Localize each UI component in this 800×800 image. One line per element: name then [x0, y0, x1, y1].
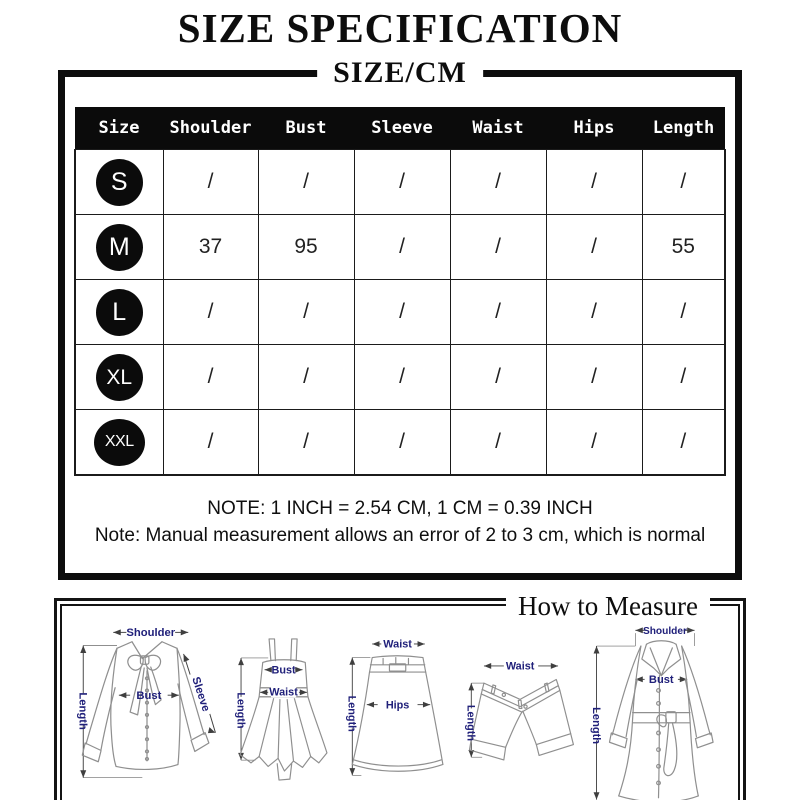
how-to-measure-title: How to Measure — [506, 589, 710, 623]
shorts-length-label: Length — [464, 704, 477, 741]
size-badge: L — [96, 289, 143, 336]
column-header-bust: Bust — [258, 107, 354, 150]
column-header-size: Size — [75, 107, 163, 150]
size-spec-box — [58, 56, 742, 580]
blouse-shoulder-label: Shoulder — [126, 627, 176, 640]
measurement-cell: 37 — [163, 215, 258, 280]
table-row — [75, 215, 725, 280]
garment-blouse-figure — [72, 620, 222, 791]
skirt-waist-label: Waist — [383, 638, 412, 651]
measurement-cell: / — [642, 410, 725, 476]
table-header-row — [75, 107, 725, 150]
blouse-bust-label: Bust — [136, 689, 162, 702]
measurement-cell: / — [163, 280, 258, 345]
blouse-length-label: Length — [76, 692, 89, 730]
how-to-measure-section — [60, 591, 740, 800]
page-title: SIZE SPECIFICATION — [177, 5, 623, 51]
garment-skirt-figure — [345, 634, 452, 788]
measurement-cell: / — [450, 345, 546, 410]
measurement-cell: / — [450, 215, 546, 280]
dress-outline — [240, 639, 327, 780]
measurement-cell: / — [354, 410, 450, 476]
table-row — [75, 150, 725, 215]
size-badge: XXL — [94, 419, 145, 466]
shorts-measure-lines — [468, 660, 558, 757]
table-row — [75, 280, 725, 345]
measurement-cell: / — [546, 215, 642, 280]
measurement-cell: / — [258, 150, 354, 215]
coat-shoulder-label: Shoulder — [642, 626, 687, 638]
measurement-cell: / — [258, 345, 354, 410]
unit-label: SIZE/CM — [317, 53, 483, 93]
dress-waist-label: Waist — [268, 686, 298, 699]
measurement-cell: / — [546, 410, 642, 476]
table-row — [75, 345, 725, 410]
shorts-outline — [469, 679, 573, 759]
blouse-sleeve-label: Sleeve — [189, 675, 212, 714]
blouse-outline — [82, 642, 212, 770]
measurement-cell: 55 — [642, 215, 725, 280]
dress-bust-label: Bust — [270, 664, 296, 677]
measurement-cell: / — [642, 345, 725, 410]
column-header-sleeve: Sleeve — [354, 107, 450, 150]
size-badge: XL — [96, 354, 143, 401]
measurement-cell: / — [354, 150, 450, 215]
column-header-length: Length — [642, 107, 725, 150]
measurement-cell: / — [354, 280, 450, 345]
column-header-hips: Hips — [546, 107, 642, 150]
coat-bust-label: Bust — [648, 674, 674, 687]
garment-diagrams — [62, 606, 738, 800]
garment-dress-figure — [232, 628, 336, 791]
note-measurement-tolerance: Note: Manual measurement allows an error of 2 to 3 cm, which is normal — [94, 525, 706, 546]
measurement-cell: / — [354, 215, 450, 280]
garment-shorts-figure — [462, 656, 580, 778]
measurement-cell: / — [546, 345, 642, 410]
table-row — [75, 410, 725, 476]
measurement-cell: / — [546, 150, 642, 215]
column-header-shoulder: Shoulder — [163, 107, 258, 150]
measurement-cell: / — [546, 280, 642, 345]
measurement-cell: / — [450, 410, 546, 476]
skirt-outline — [352, 656, 443, 772]
garment-coat-figure — [589, 622, 728, 800]
size-badge: S — [96, 159, 143, 206]
coat-length-label: Length — [589, 707, 602, 745]
dress-length-label: Length — [233, 692, 246, 729]
shorts-waist-label: Waist — [505, 660, 534, 673]
coat-outline — [609, 641, 713, 800]
measurement-cell: / — [163, 410, 258, 476]
size-table — [74, 107, 726, 476]
measurement-cell: / — [450, 150, 546, 215]
measurement-cell: / — [258, 280, 354, 345]
column-header-waist: Waist — [450, 107, 546, 150]
measurement-cell: / — [163, 345, 258, 410]
measurement-cell: / — [450, 280, 546, 345]
note-inch-conversion: NOTE: 1 INCH = 2.54 CM, 1 CM = 0.39 INCH — [207, 498, 593, 519]
measurement-cell: / — [354, 345, 450, 410]
measurement-cell: / — [163, 150, 258, 215]
measurement-cell: 95 — [258, 215, 354, 280]
measurement-cell: / — [642, 150, 725, 215]
measurement-cell: / — [642, 280, 725, 345]
skirt-hips-label: Hips — [385, 699, 410, 712]
skirt-length-label: Length — [345, 695, 358, 732]
size-badge: M — [96, 224, 143, 271]
measurement-cell: / — [258, 410, 354, 476]
